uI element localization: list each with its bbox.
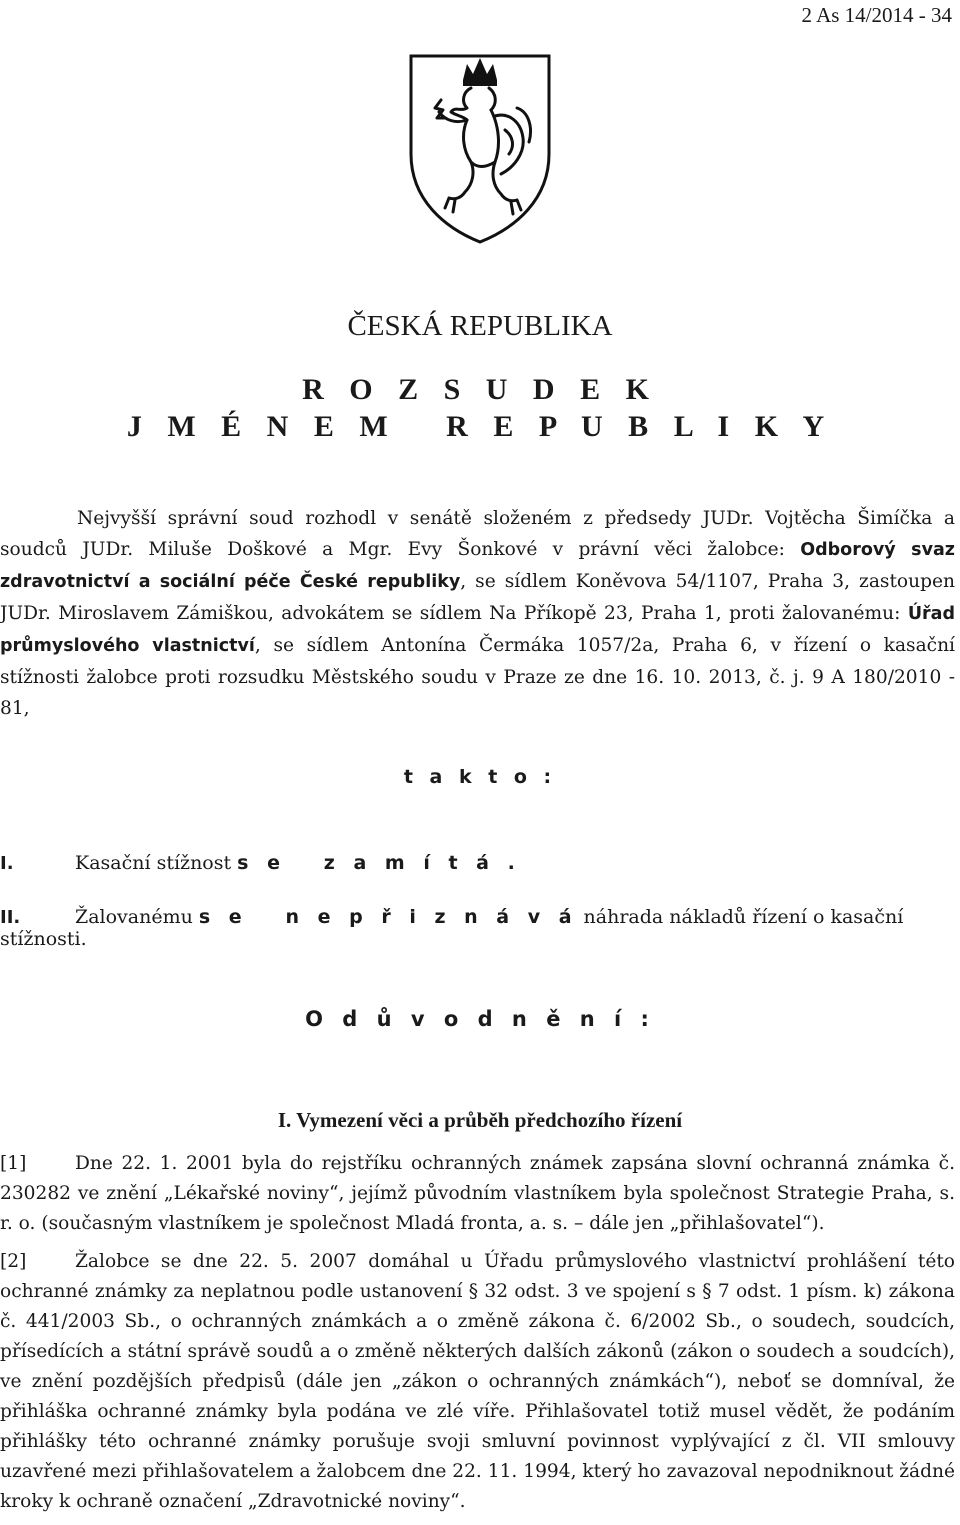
- reasoning-heading: O d ů v o d n ě n í :: [305, 1007, 655, 1031]
- verdict-item: I. Kasační stížnost s e z a m í t á .: [0, 852, 521, 874]
- paragraph: [2] Žalobce se dne 22. 5. 2007 domáhal u Úřadu průmyslového vlastnictví prohlášení této ochranné známky za neplatnou podle ustanovení § 32 odst. 3 ve spojení s § 7 odst. 1 písm. k) zákona č. 441/2003 Sb., o ochranných známkách a o změně zákona č. 6/2002 Sb., o soudech, soudcích, přísedících a státní správě soudů a o změně některých dalších zákonů (zákon o soudech a soudcích), ve znění pozdějších předpisů (dále jen „zákon o ochranných známkách“), neboť se domníval, že přihláška ochranné známky byla podána ve zlé víře. Přihlašovatel totiž musel vědět, že podáním přihlášky této ochranné známky porušuje svoji smluvní povinnost vyplývající z čl. VII smlouvy uzavřené mezi přihlašovatelem a žalobcem dne 22. 11. 1994, který ho zavazoval nepodniknout žádné kroky k ochraně označení „Zdravotnické noviny“.: [0, 1251, 955, 1512]
- reasoning-paragraphs: [0, 1149, 955, 1525]
- judgment-subtitle: J M É N E M R E P U B L I K Y: [126, 410, 834, 443]
- case-number: 2 As 14/2014 - 34: [801, 3, 952, 27]
- crown: [463, 58, 497, 86]
- lion: [435, 88, 531, 214]
- section-title: I. Vymezení věci a průběh předchozího řízení: [277, 1108, 683, 1132]
- plaintiff-name: Odborový svaz zdravotnictví a sociální péče České republiky: [0, 540, 955, 592]
- defendant-name: Úřad průmyslového vlastnictví: [0, 604, 955, 656]
- takto-heading: t a k t o :: [403, 766, 557, 788]
- paragraph: [1] Dne 22. 1. 2001 byla do rejstříku ochranných známek zapsána slovní ochranná známka č. 230282 ve znění „Lékařské noviny“, jejímž původním vlastníkem byla společnost Strategie Praha, s. r. o. (současným vlastníkem je společnost Mladá fronta, a. s. – dále jen „přihlašovatel“).: [0, 1153, 955, 1234]
- judgment-title: R O Z S U D E K: [302, 373, 658, 406]
- verdict-item: II. Žalovanému s e n e p ř i z n á v á náhrada nákladů řízení o kasační stížnosti.: [0, 906, 904, 950]
- country-heading: ČESKÁ REPUBLIKA: [347, 310, 613, 342]
- intro-paragraph: Nejvyšší správní soud rozhodl v senátě složeném z předsedy JUDr. Vojtěcha Šimíčka a soudců JUDr. Miluše Doškové a Mgr. Evy Šonkové v právní věci žalobce: Odborový svaz zdravotnictví a sociální péče České republiky, se sídlem Koněvova 54/1107, Praha 3, zastoupen JUDr. Miroslavem Zámiškou, advokátem se sídlem Na Příkopě 23, Praha 1, proti žalovanému: Úřad průmyslového vlastnictví, se sídlem Antonína Čermáka 1057/2a, Praha 6, v řízení o kasační stížnosti žalobce proti rozsudku Městského soudu v Praze ze dne 16. 10. 2013, č. j. 9 A 180/2010 - 81,: [0, 508, 955, 719]
- czech-lion-coat-of-arms-icon: [405, 50, 555, 246]
